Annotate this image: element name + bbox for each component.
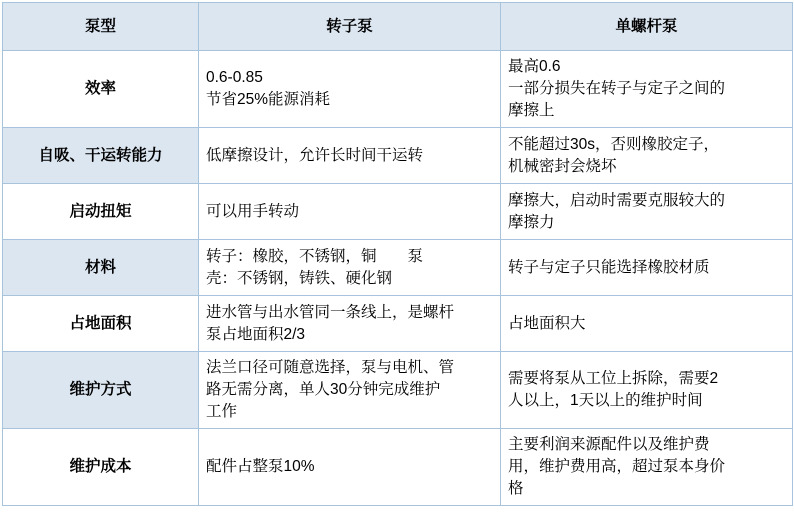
row-label-efficiency: 效率 [3,51,199,128]
table-row [3,429,793,506]
table-header-row [3,3,793,51]
table-row [3,296,793,352]
cell-screw-efficiency: 最高0.6 一部分损失在转子与定子之间的 摩擦上 [501,51,793,128]
table-row [3,352,793,429]
cell-rotor-maintenance-cost: 配件占整泵10% [199,429,501,506]
row-label-maintenance-cost: 维护成本 [3,429,199,506]
column-header-rotor-pump: 转子泵 [199,3,501,51]
cell-screw-footprint: 占地面积大 [501,296,793,352]
cell-screw-material: 转子与定子只能选择橡胶材质 [501,240,793,296]
table-row [3,128,793,184]
row-label-footprint: 占地面积 [3,296,199,352]
table-row [3,51,793,128]
cell-screw-maintenance-cost: 主要利润来源配件以及维护费 用，维护费用高，超过泵本身价 格 [501,429,793,506]
row-label-starting-torque: 启动扭矩 [3,184,199,240]
cell-rotor-self-priming-dry-run: 低摩擦设计，允许长时间干运转 [199,128,501,184]
column-header-single-screw-pump: 单螺杆泵 [501,3,793,51]
cell-rotor-efficiency: 0.6-0.85 节省25%能源消耗 [199,51,501,128]
row-label-maintenance-method: 维护方式 [3,352,199,429]
cell-screw-maintenance-method: 需要将泵从工位上拆除，需要2 人以上，1天以上的维护时间 [501,352,793,429]
cell-screw-starting-torque: 摩擦大，启动时需要克服较大的 摩擦力 [501,184,793,240]
row-label-material: 材料 [3,240,199,296]
column-header-pump-type: 泵型 [3,3,199,51]
row-label-self-priming-dry-run: 自吸、干运转能力 [3,128,199,184]
cell-rotor-footprint: 进水管与出水管同一条线上，是螺杆 泵占地面积2/3 [199,296,501,352]
cell-rotor-starting-torque: 可以用手转动 [199,184,501,240]
pump-comparison-table [2,2,793,506]
table-row [3,240,793,296]
cell-screw-self-priming-dry-run: 不能超过30s，否则橡胶定子， 机械密封会烧坏 [501,128,793,184]
cell-rotor-material: 转子：橡胶，不锈钢，铜 泵 壳：不锈钢，铸铁、硬化钢 [199,240,501,296]
table-row [3,184,793,240]
cell-rotor-maintenance-method: 法兰口径可随意选择，泵与电机、管 路无需分离，单人30分钟完成维护 工作 [199,352,501,429]
